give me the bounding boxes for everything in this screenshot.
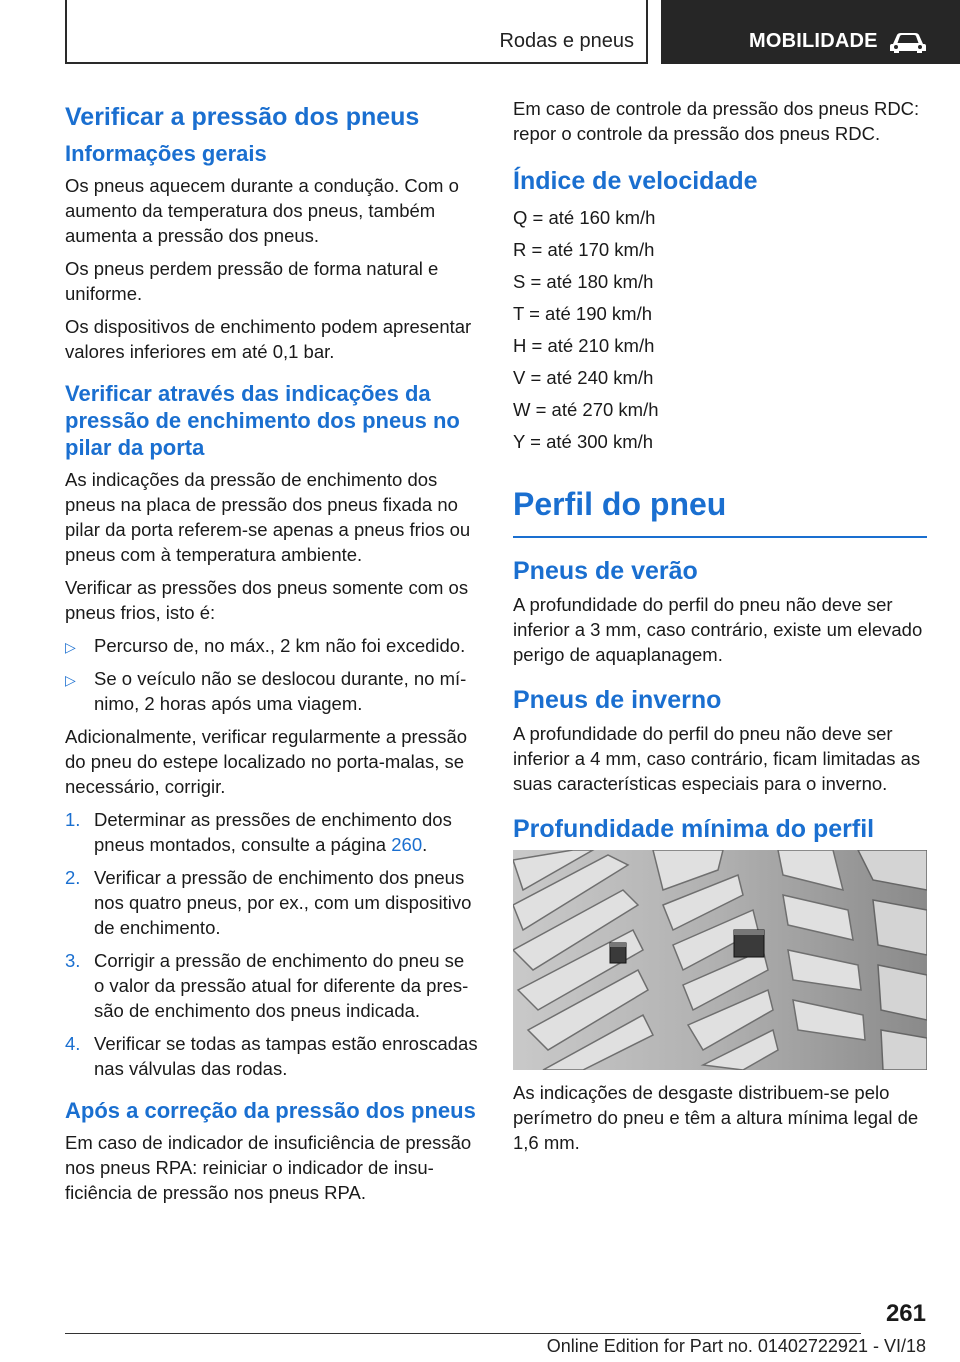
speed-item: S = até 180 km/h xyxy=(513,271,654,292)
list-item: 1. Determinar as pressões de enchimento dos pneus montados, consulte a página 260. xyxy=(65,809,452,855)
general-paragraph-1: Os pneus aquecem durante a condução. Com o aumento da temperatura dos pneus, também aumenta a pressão dos pneus. xyxy=(65,175,459,246)
after-correction-heading: Após a correção da pressão dos pneus xyxy=(65,1098,476,1123)
left-column xyxy=(65,96,479,1213)
speed-item: T = até 190 km/h xyxy=(513,303,653,324)
footer-divider xyxy=(65,1333,861,1334)
list-item: 4. Verificar se todas as tampas estão enroscadas nas válvulas das rodas. xyxy=(65,1033,478,1079)
speed-index-heading: Índice de velocidade xyxy=(513,167,758,195)
door-paragraph-3: Adicionalmente, verificar regularmente a pressão do pneu do estepe localizado no porta-malas, se necessário, corrigir. xyxy=(65,726,468,797)
page-reference-link[interactable]: 260 xyxy=(391,834,423,855)
right-column xyxy=(513,96,927,1163)
header-chapter-title: MOBILIDADE xyxy=(749,30,878,52)
min-depth-heading: Profundidade mínima do perfil xyxy=(513,815,875,843)
after-correction-paragraph: Em caso de indicador de insuficiência de pressão nos pneus RPA: reiniciar o indicador de insuficiência de pressão nos pneus RPA. xyxy=(65,1132,472,1203)
door-paragraph-1: As indicações da pressão de enchimento dos pneus na placa de pressão dos pneus fixada no pilar da porta referem-se apenas a pneus frios ou pneus com à temperatura ambiente. xyxy=(65,469,471,565)
speed-item: V = até 240 km/h xyxy=(513,367,654,388)
door-paragraph-2: Verificar as pressões dos pneus somente com os pneus frios, isto é: xyxy=(65,577,469,623)
winter-tires-heading: Pneus de inverno xyxy=(513,686,722,714)
car-icon xyxy=(889,30,927,54)
edition-footer: Online Edition for Part no. 01402722921 - VI/18 xyxy=(546,1336,926,1356)
figure-caption: As indicações de desgaste distribuem-se pelo perímetro do pneu e têm a altura mínima legal de 1,6 mm. xyxy=(513,1082,919,1153)
bullet-triangle-icon: ▷ xyxy=(65,639,76,655)
page-number: 261 xyxy=(885,1300,926,1327)
header-section-box xyxy=(65,0,648,64)
tire-tread-wear-indicator-image xyxy=(513,850,927,1070)
list-item: 2. Verificar a pressão de enchimento dos pneus nos quatro pneus, por ex., com um dispositivo de enchimento. xyxy=(65,867,472,938)
speed-item: H = até 210 km/h xyxy=(513,335,655,356)
door-pillar-heading: Verificar através das indicações da pressão de enchimento dos pneus no pilar da porta xyxy=(65,381,460,460)
general-info-heading: Informações gerais xyxy=(65,141,267,166)
general-paragraph-3: Os dispositivos de enchimento podem apresentar valores inferiores em até 0,1 bar. xyxy=(65,316,472,362)
procedure-steps xyxy=(65,807,479,1081)
speed-item: Q = até 160 km/h xyxy=(513,207,656,228)
section-title: Verificar a pressão dos pneus xyxy=(65,103,420,131)
bullet-triangle-icon: ▷ xyxy=(65,672,76,688)
summer-tires-heading: Pneus de verão xyxy=(513,557,698,585)
list-item: ▷ Se o veículo não se deslocou durante, no mínimo, 2 horas após uma viagem. xyxy=(65,668,467,714)
tire-profile-chapter-title: Perfil do pneu xyxy=(513,484,927,538)
rdc-paragraph: Em caso de controle da pressão dos pneus RDC: repor o controle da pressão dos pneus RDC. xyxy=(513,98,920,144)
general-paragraph-2: Os pneus perdem pressão de forma natural e uniforme. xyxy=(65,258,439,304)
speed-item: R = até 170 km/h xyxy=(513,239,655,260)
list-item: ▷ Percurso de, no máx., 2 km não foi excedido. xyxy=(65,633,479,658)
winter-tires-paragraph: A profundidade do perfil do pneu não deve ser inferior a 4 mm, caso contrário, ficam limitadas as suas características especiais para o inverno. xyxy=(513,723,921,794)
speed-item: W = até 270 km/h xyxy=(513,399,659,420)
speed-index-list xyxy=(513,202,927,458)
summer-tires-paragraph: A profundidade do perfil do pneu não deve ser inferior a 3 mm, caso contrário, existe um elevado perigo de aquaplanagem. xyxy=(513,594,923,665)
cold-tire-conditions xyxy=(65,633,479,716)
list-item: 3. Corrigir a pressão de enchimento do pneu se o valor da pressão atual for diferente da pressão de enchimento dos pneus indicada. xyxy=(65,950,469,1021)
header-section-title: Rodas e pneus xyxy=(499,30,634,52)
header-chapter-box xyxy=(661,0,960,64)
speed-item: Y = até 300 km/h xyxy=(513,431,654,452)
